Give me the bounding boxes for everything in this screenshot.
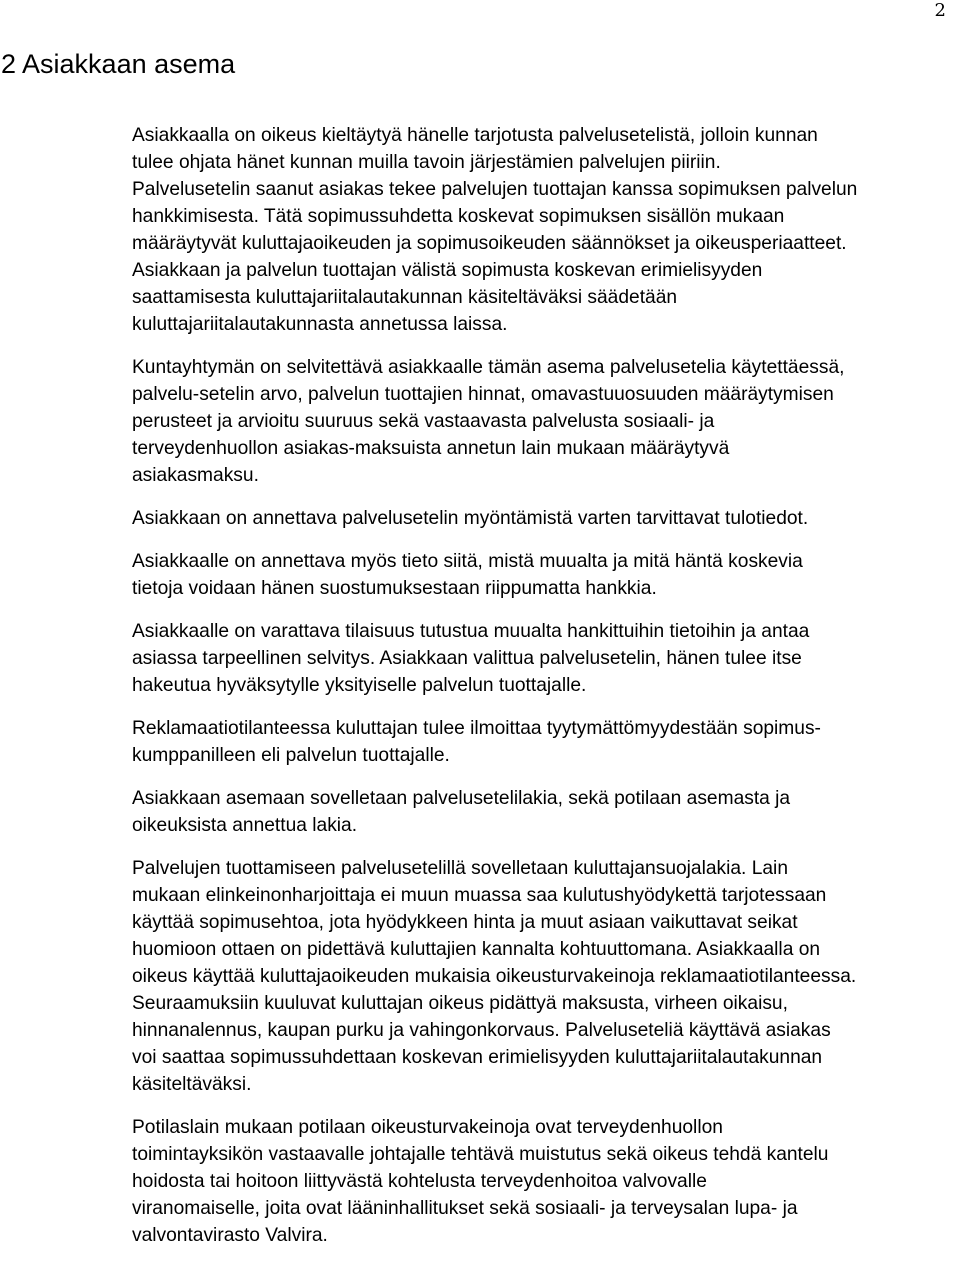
- section-heading: 2 Asiakkaan asema: [1, 49, 236, 79]
- page-number: 2: [934, 0, 946, 21]
- paragraph-9: Palvelujen tuottamiseen palvelusetelillä sovelletaan kuluttajansuojalakia. Lain mukaan elinkeinonharjoittaja ei muun muassa saa kulutushyödykettä tarjotessaan käyttää sopimusehtoa, jota hyödykkeen hinta ja muut asiaan vaikuttavat seikat huomioon ottaen on pidettävä kuluttajien kannalta kohtuuttomana. Asiakkaalla on oikeus käyttää kuluttajaoikeuden mukaisia oikeusturvakeinoja reklamaatiotilanteessa. Seuraamuksiin kuuluvat kuluttajan oikeus pidättyä maksusta, virheen oikaisu, hinnanalennus, kaupan purku ja vahingonkorvaus. Palveluseteliä käyttävä asiakas voi saattaa sopimussuhdettaan koskevan erimielisyyden kuluttajariitalautakunnan käsiteltäväksi.: [132, 858, 857, 1095]
- paragraph-7: Reklamaatiotilanteessa kuluttajan tulee ilmoittaa tyytymättömyydestään sopimus- kumppanilleen eli palvelun tuottajalle.: [132, 718, 821, 766]
- paragraph-10: Potilaslain mukaan potilaan oikeusturvakeinoja ovat terveydenhuollon toimintayksikön vastaavalle johtajalle tehtävä muistutus sekä oikeus tehdä kantelu hoidosta tai hoitoon liittyvästä kohtelusta terveydenhoitoa valvovalle viranomaiselle, joita ovat lääninhallitukset sekä sosiaali- ja terveysalan lupa- ja valvontavirasto Valvira.: [132, 1117, 829, 1246]
- body-text: [132, 122, 960, 1249]
- paragraph-6: Asiakkaalle on varattava tilaisuus tutustua muualta hankittuihin tietoihin ja antaa asiassa tarpeellinen selvitys. Asiakkaan valittua palvelusetelin, hänen tulee itse hakeutua hyväksytylle yksityiselle palvelun tuottajalle.: [132, 621, 810, 696]
- paragraph-3: Kuntayhtymän on selvitettävä asiakkaalle tämän asema palvelusetelia käytettäessä, palvelu-setelin arvo, palvelun tuottajien hinnat, omavastuuosuuden määräytymisen perusteet ja arvioitu suuruus sekä vastaavasta palvelusta sosiaali- ja terveydenhuollon asiakas-maksuista annetun lain mukaan määräytyvä asiakasmaksu.: [132, 357, 845, 486]
- paragraph-5: Asiakkaalle on annettava myös tieto siitä, mistä muualta ja mitä häntä koskevia tietoja voidaan hänen suostumuksestaan riippumatta hankkia.: [132, 551, 803, 599]
- paragraph-1: Asiakkaalla on oikeus kieltäytyä hänelle tarjotusta palvelusetelistä, jolloin kunnan tulee ohjata hänet kunnan muilla tavoin järjestämien palvelujen piiriin.: [132, 125, 818, 173]
- paragraph-4: Asiakkaan on annettava palvelusetelin myöntämistä varten tarvittavat tulotiedot.: [132, 508, 809, 529]
- paragraph-8: Asiakkaan asemaan sovelletaan palvelusetelilakia, sekä potilaan asemasta ja oikeuksista annettua lakia.: [132, 788, 791, 836]
- paragraph-2: Palvelusetelin saanut asiakas tekee palvelujen tuottajan kanssa sopimuksen palvelun hankkimisesta. Tätä sopimussuhdetta koskevat sopimuksen sisällön mukaan määräytyvät kuluttajaoikeuden ja sopimusoikeuden säännökset ja oikeusperiaatteet. Asiakkaan ja palvelun tuottajan välistä sopimusta koskevan erimielisyyden saattamisesta kuluttajariitalautakunnan käsiteltäväksi säädetään kuluttajariitalautakunnasta annetussa laissa.: [132, 179, 858, 335]
